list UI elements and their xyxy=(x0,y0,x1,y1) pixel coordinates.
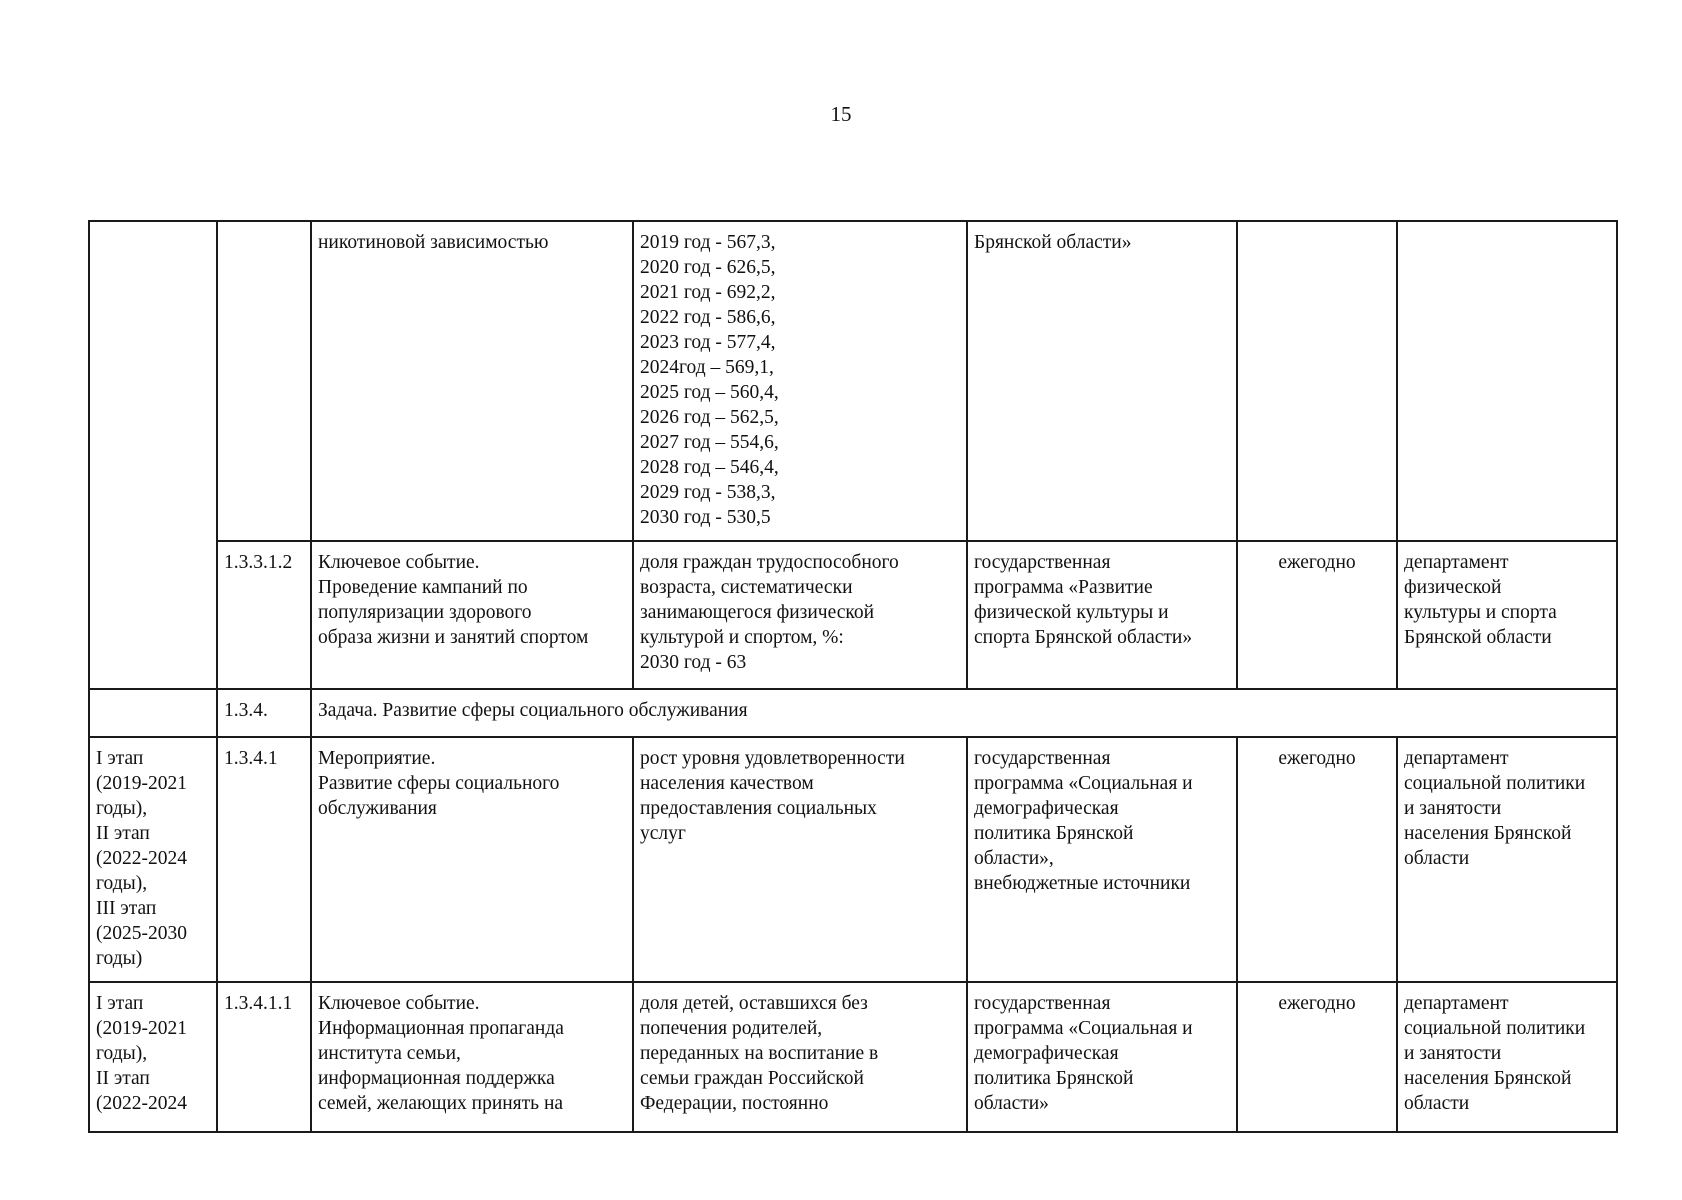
program-line: внебюджетные источники xyxy=(974,873,1191,894)
deadline-cell xyxy=(1237,221,1397,541)
indicator-line: 2030 год - 63 xyxy=(640,652,747,673)
table-row xyxy=(89,541,1617,689)
program-line: программа «Социальная и xyxy=(974,1018,1193,1039)
activity-line: информационная поддержка xyxy=(318,1068,555,1089)
responsible-line: департамент xyxy=(1404,993,1509,1014)
program-cell xyxy=(967,221,1237,541)
period-line: I этап xyxy=(96,993,144,1014)
responsible-line: населения Брянской xyxy=(1404,823,1572,844)
activity-line: Информационная пропаганда xyxy=(318,1018,564,1039)
activity-cell xyxy=(311,541,633,689)
activity-line: Развитие сферы социального xyxy=(318,773,560,794)
indicator-line: 2028 год – 546,4, xyxy=(640,457,779,478)
program-line: области», xyxy=(974,848,1054,869)
indicator-line: рост уровня удовлетворенности xyxy=(640,748,905,769)
table-row xyxy=(89,737,1617,982)
responsible-line: департамент xyxy=(1404,552,1509,573)
indicator-line: Федерации, постоянно xyxy=(640,1093,829,1114)
responsible-line: населения Брянской xyxy=(1404,1068,1572,1089)
indicator-line: 2029 год - 538,3, xyxy=(640,482,776,503)
program-line: области» xyxy=(974,1093,1049,1114)
code-cell: 1.3.4.1.1 xyxy=(217,982,311,1132)
activity-cell xyxy=(311,982,633,1132)
action-plan-table xyxy=(88,220,1618,1133)
responsible-line: и занятости xyxy=(1404,1043,1502,1064)
program-cell xyxy=(967,541,1237,689)
indicator-line: услуг xyxy=(640,823,686,844)
program-line: Брянской области» xyxy=(974,232,1132,253)
activity-line: Проведение кампаний по xyxy=(318,577,528,598)
code-cell: 1.3.4.1 xyxy=(217,737,311,982)
activity-line: обслуживания xyxy=(318,798,437,819)
page-number: 15 xyxy=(830,102,852,126)
period-cell xyxy=(89,221,217,689)
responsible-cell xyxy=(1397,221,1617,541)
responsible-line: культуры и спорта xyxy=(1404,602,1557,623)
responsible-cell xyxy=(1397,737,1617,982)
period-line: (2025-2030 xyxy=(96,923,187,944)
activity-line: образа жизни и занятий спортом xyxy=(318,627,589,648)
indicator-line: предоставления социальных xyxy=(640,798,877,819)
responsible-cell xyxy=(1397,982,1617,1132)
indicator-line: 2026 год – 562,5, xyxy=(640,407,779,428)
period-line: I этап xyxy=(96,748,144,769)
responsible-line: физической xyxy=(1404,577,1502,598)
indicator-line: 2020 год - 626,5, xyxy=(640,257,776,278)
period-line: (2022-2024 xyxy=(96,1093,187,1114)
indicator-line: занимающегося физической xyxy=(640,602,875,623)
indicator-line: доля детей, оставшихся без xyxy=(640,993,868,1014)
activity-cell xyxy=(311,737,633,982)
task-title-cell: Задача. Развитие сферы социального обслуживания xyxy=(311,689,1617,737)
responsible-line: департамент xyxy=(1404,748,1509,769)
period-cell xyxy=(89,689,217,737)
indicator-cell xyxy=(633,541,967,689)
indicator-cell xyxy=(633,982,967,1132)
period-cell xyxy=(89,982,217,1132)
program-line: спорта Брянской области» xyxy=(974,627,1193,648)
responsible-line: Брянской области xyxy=(1404,627,1552,648)
period-line: годы) xyxy=(96,948,143,969)
period-line: II этап xyxy=(96,823,150,844)
activity-cell xyxy=(311,221,633,541)
indicator-line: доля граждан трудоспособного xyxy=(640,552,899,573)
indicator-line: культурой и спортом, %: xyxy=(640,627,844,648)
deadline-cell: ежегодно xyxy=(1237,541,1397,689)
deadline-cell: ежегодно xyxy=(1237,982,1397,1132)
activity-line: Ключевое событие. xyxy=(318,993,480,1014)
code-cell: 1.3.3.1.2 xyxy=(217,541,311,689)
program-cell xyxy=(967,982,1237,1132)
program-line: государственная xyxy=(974,748,1111,769)
program-line: политика Брянской xyxy=(974,823,1134,844)
indicator-line: 2024год – 569,1, xyxy=(640,357,774,378)
responsible-cell xyxy=(1397,541,1617,689)
program-line: физической культуры и xyxy=(974,602,1169,623)
program-line: программа «Развитие xyxy=(974,577,1153,598)
responsible-line: социальной политики xyxy=(1404,773,1586,794)
indicator-line: возраста, систематически xyxy=(640,577,853,598)
indicator-line: 2030 год - 530,5 xyxy=(640,507,771,528)
indicator-line: 2027 год – 554,6, xyxy=(640,432,779,453)
deadline-cell: ежегодно xyxy=(1237,737,1397,982)
activity-line: Ключевое событие. xyxy=(318,552,480,573)
activity-line: популяризации здорового xyxy=(318,602,532,623)
responsible-line: социальной политики xyxy=(1404,1018,1586,1039)
indicator-cell xyxy=(633,737,967,982)
indicator-line: 2023 год - 577,4, xyxy=(640,332,776,353)
indicator-line: 2022 год - 586,6, xyxy=(640,307,776,328)
table-row xyxy=(89,221,1617,541)
period-line: годы), xyxy=(96,798,148,819)
program-line: демографическая xyxy=(974,798,1119,819)
indicator-line: переданных на воспитание в xyxy=(640,1043,879,1064)
activity-line: семей, желающих принять на xyxy=(318,1093,564,1114)
period-line: (2019-2021 xyxy=(96,773,187,794)
indicator-line: 2025 год – 560,4, xyxy=(640,382,779,403)
program-cell xyxy=(967,737,1237,982)
indicator-line: 2021 год - 692,2, xyxy=(640,282,776,303)
program-line: программа «Социальная и xyxy=(974,773,1193,794)
activity-line: Мероприятие. xyxy=(318,748,436,769)
period-line: (2022-2024 xyxy=(96,848,187,869)
period-line: годы), xyxy=(96,1043,148,1064)
code-cell xyxy=(217,221,311,541)
responsible-line: и занятости xyxy=(1404,798,1502,819)
period-cell xyxy=(89,737,217,982)
activity-line: никотиновой зависимостью xyxy=(318,232,549,253)
period-line: годы), xyxy=(96,873,148,894)
table-row xyxy=(89,689,1617,737)
indicator-line: попечения родителей, xyxy=(640,1018,823,1039)
responsible-line: области xyxy=(1404,1093,1470,1114)
indicator-line: семьи граждан Российской xyxy=(640,1068,864,1089)
activity-line: института семьи, xyxy=(318,1043,461,1064)
indicator-line: населения качеством xyxy=(640,773,814,794)
program-line: государственная xyxy=(974,993,1111,1014)
period-line: III этап xyxy=(96,898,157,919)
program-line: государственная xyxy=(974,552,1111,573)
code-cell: 1.3.4. xyxy=(217,689,311,737)
program-line: политика Брянской xyxy=(974,1068,1134,1089)
period-line: (2019-2021 xyxy=(96,1018,187,1039)
indicator-line: 2019 год - 567,3, xyxy=(640,232,776,253)
indicator-cell xyxy=(633,221,967,541)
responsible-line: области xyxy=(1404,848,1470,869)
table-row xyxy=(89,982,1617,1132)
period-line: II этап xyxy=(96,1068,150,1089)
program-line: демографическая xyxy=(974,1043,1119,1064)
